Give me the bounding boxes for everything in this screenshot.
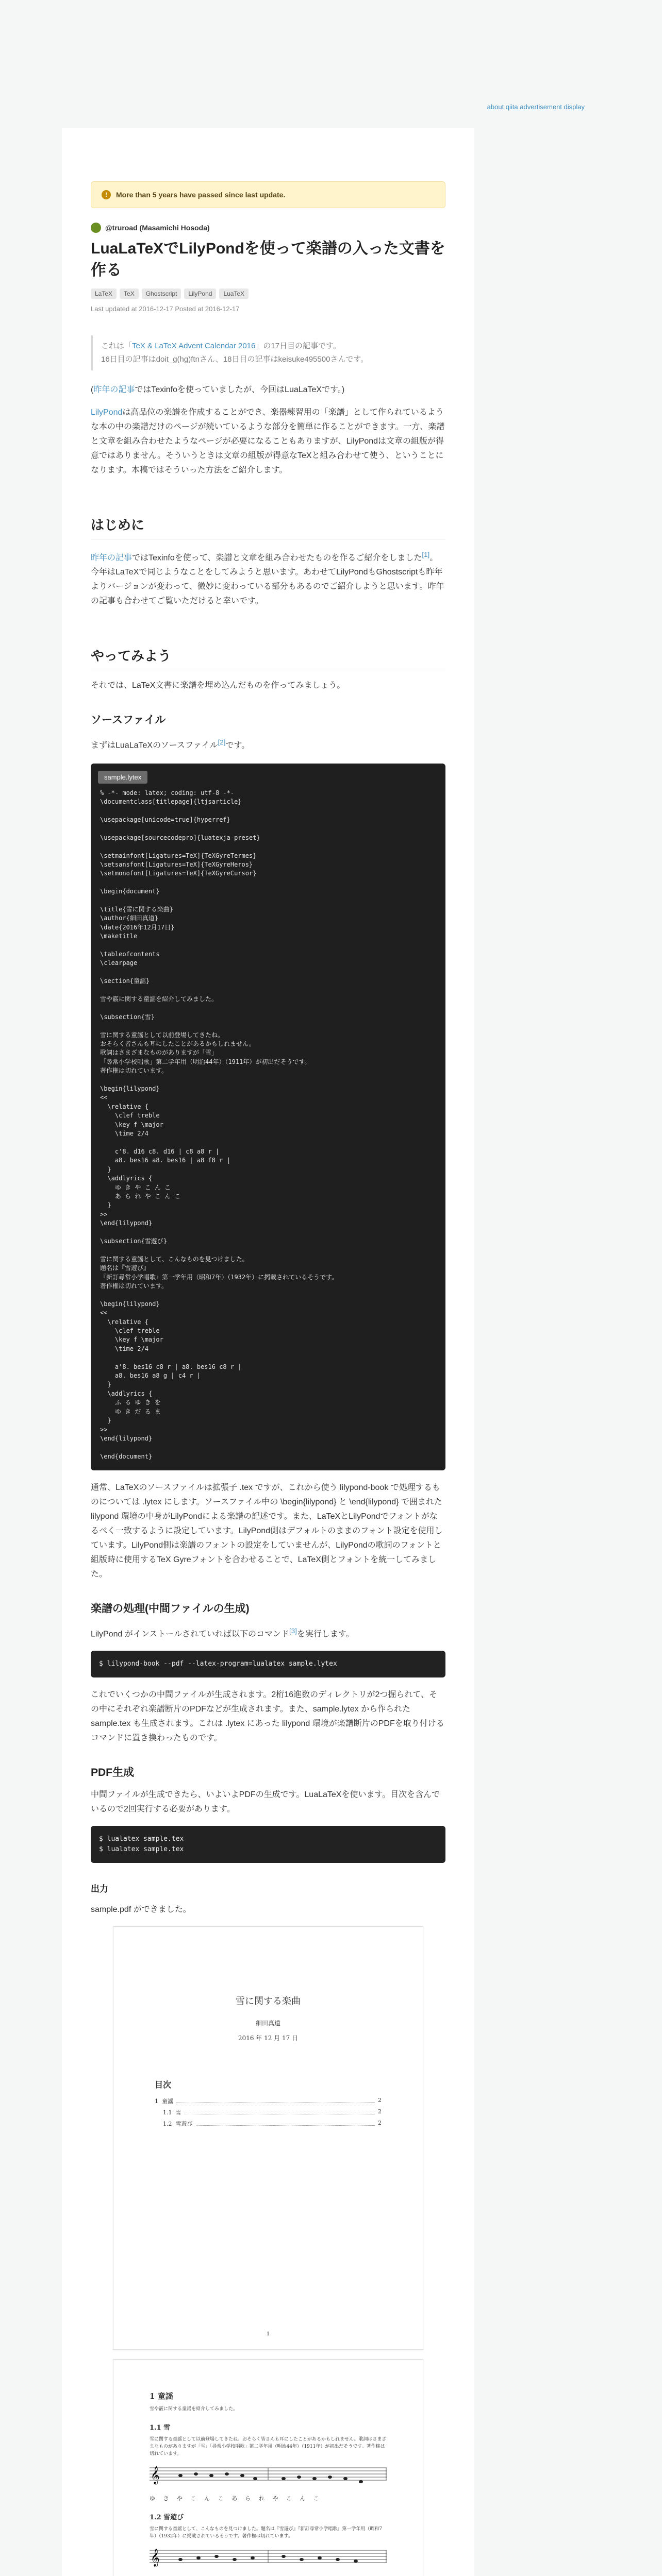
pdf-toc-row xyxy=(155,2107,382,2118)
src-text-pre: まずはLuaLaTeXのソースファイル xyxy=(91,741,218,750)
pdf-subsection-2: 1.2 雪遊び xyxy=(150,2514,184,2522)
pdf-page-2-image xyxy=(113,2359,423,2576)
heading-try: やってみよう xyxy=(91,646,445,670)
code-block-lilypond-book[interactable]: $ lilypond-book --pdf --latex-program=lualatex sample.lytex xyxy=(91,1651,445,1677)
pdf-date: 2016 年 12 月 17 日 xyxy=(238,2035,299,2042)
proc-para xyxy=(91,1624,445,1641)
avatar[interactable] xyxy=(91,223,101,233)
quote-line2: 16日目の記事はdoit_g(hg)ftnさん、18日目の記事はkeisuke495500さんです。 xyxy=(101,355,369,364)
intro-last-year-link[interactable]: 昨年の記事 xyxy=(91,553,133,563)
pdf-toc-row xyxy=(155,2095,382,2107)
tag-list xyxy=(91,289,445,299)
article-dates: Last updated at 2016-12-17 Posted at 2016-12-17 xyxy=(91,305,240,313)
heading-output: 出力 xyxy=(91,1884,108,1894)
proc-after-para: これでいくつかの中間ファイルが生成されます。2桁16進数のディレクトリが2つ掘られて、その中にそれぞれ楽譜断片のPDFなどが生成されます。また、sample.lytex から作られた sample.tex も生成されます。これは .lytex にあった lilypond 環境が楽譜断片のPDFを取り付けるコマンドに置き換わったものです。 xyxy=(91,1690,444,1743)
pdf-toc-heading: 目次 xyxy=(155,2080,172,2090)
pdf-subsection-1: 1.1 雪 xyxy=(150,2424,171,2432)
ad-info-link[interactable]: about qiita advertisement display xyxy=(487,103,585,111)
pdf-section-intro: 雪や霰に関する童謡を紹介してみました。 xyxy=(150,2406,238,2412)
para-2 xyxy=(91,405,445,478)
para-1-text: ではTexinfoを使っていましたが、今回はLuaLaTeXです。) xyxy=(135,385,345,394)
pdf-page-1-image xyxy=(113,1926,423,2350)
tag-tex[interactable]: TeX xyxy=(120,289,139,299)
toc-page: 2 xyxy=(378,2097,382,2104)
source-para xyxy=(91,735,445,753)
toc-label: 童謡 xyxy=(162,2098,173,2105)
para-1: (昨年の記事ではTexinfoを使っていましたが、今回はLuaLaTeXです。) xyxy=(91,385,345,394)
music-staff-1 xyxy=(150,2463,387,2494)
pdf-toc xyxy=(155,2078,382,2129)
proc-text-pre: LilyPond がインストールされていれば以下のコマンド xyxy=(91,1630,290,1639)
pdf-title: 雪に関する楽曲 xyxy=(236,1996,301,2007)
tag-luatex[interactable]: LuaTeX xyxy=(219,289,249,299)
after-code-para: 通常、LaTeXのソースファイルは拡張子 .tex ですが、これから使う lilypond-book で処理するものについては .lytex にします。ソースファイル中の \begin{lilypond} と \end{lilypond} で囲まれた lilypond 環境の中身がLilyPondによる楽譜の記述です。また、LaTeXとLilyPondでフォントがなるべく一致するように設定しています。LilyPond側はデフォルトのままのフォント設定を使用しています。LilyPond側は楽譜のフォントの設定をしていませんが、LilyPondの歌詞のフォントと組版時に使用するTeX Gyreフォントを合わせることで、LaTeX側とフォントを統一してみました。 xyxy=(91,1483,443,1579)
intro-para xyxy=(91,548,445,608)
pdf-subsection-1-text: 雪に関する童謡として以前登場してきたね。おそらく皆さんも耳にしたことがあるかもしれません。歌詞はさまざまなものがありますが「雪」「尋常小学校唱歌」第二学年用（明治44年）（1911年）が初出だそうです。著作権は切れています。 xyxy=(150,2437,387,2457)
article-card xyxy=(62,128,474,2576)
svg-text:𝄞: 𝄞 xyxy=(151,2549,160,2567)
toc-label: 雪 xyxy=(175,2109,181,2116)
para-2-text: は高品位の楽譜を作成することができ、楽器練習用の「楽譜」として作られているような本の中の楽譜だけのページが続いているような部分を簡単に作ることができます。一方、楽譜と文章を組み合わせたようなページが必要になることもありますが、LilyPondは文章の組版が得意ではありません。そういうときは文章の組版が得意なTeXと組み合わせて使う、ということになります。本稿ではそういった方法をご紹介します。 xyxy=(91,408,445,474)
heading-intro: はじめに xyxy=(91,515,445,539)
blockquote xyxy=(91,335,445,370)
svg-text:𝄞: 𝄞 xyxy=(151,2466,160,2485)
pdf-author: 細田真道 xyxy=(255,2020,280,2027)
code-block-lualatex[interactable]: $ lualatex sample.tex $ lualatex sample.tex xyxy=(91,1826,445,1863)
heading-processing: 楽譜の処理(中間ファイルの生成) xyxy=(91,1603,250,1615)
toc-page: 2 xyxy=(378,2108,382,2115)
try-para: それでは、LaTeX文書に楽譜を埋め込んだものを作ってみましょう。 xyxy=(91,681,345,690)
last-year-link[interactable]: 昨年の記事 xyxy=(93,385,135,394)
pdf-page2-content xyxy=(150,2391,387,2576)
heading-pdf: PDF生成 xyxy=(91,1767,134,1779)
tag-lilypond[interactable]: LilyPond xyxy=(184,289,216,299)
tag-latex[interactable]: LaTeX xyxy=(91,289,117,299)
toc-label: 雪遊び xyxy=(175,2121,193,2128)
notice-text: More than 5 years have passed since last update. xyxy=(116,191,286,199)
footnote-ref-3[interactable]: [3] xyxy=(289,1627,297,1635)
advent-calendar-link[interactable]: TeX & LaTeX Advent Calendar 2016 xyxy=(132,342,256,350)
outdated-notice xyxy=(91,181,445,208)
pdf-para: 中間ファイルが生成できたら、いよいよPDFの生成です。LuaLaTeXを使います。目次を含んでいるので2回実行する必要があります。 xyxy=(91,1790,440,1814)
quote-post: 」の17日目の記事です。 xyxy=(255,342,341,350)
toc-num: 1.1 xyxy=(163,2109,172,2116)
author-row[interactable] xyxy=(91,223,445,233)
pdf-section-heading: 1 童謡 xyxy=(150,2392,173,2401)
footnote-ref-2[interactable]: [2] xyxy=(218,738,226,747)
toc-page: 2 xyxy=(378,2120,382,2127)
toc-num: 1.2 xyxy=(163,2121,172,2128)
quote-pre: これは「 xyxy=(101,342,133,350)
src-text-post: です。 xyxy=(225,741,250,750)
pdf-lyrics-1: ゆ き や こ ん こ あ ら れ や こ ん こ xyxy=(150,2495,322,2502)
music-staff-2 xyxy=(150,2545,387,2576)
output-para: sample.pdf ができました。 xyxy=(91,1905,191,1914)
pdf-subsection-2-text: 雪に関する童謡として、こんなものを見つけました。題名は『雪遊び』『新訂尋常小学唱歌』第一学年用（昭和7年）（1932年）に掲載されているそうです。著作権は切れています。 xyxy=(150,2527,383,2539)
code-content[interactable]: % -*- mode: latex; coding: utf-8 -*- \documentclass[titlepage]{ltjsarticle} \usepackage[unicode=true]{hyperref} \usepackage[sourcecodepro]{luatexja-preset} \setmainfont[Ligatures=TeX]{TeXGyreTermes} \setsansfont[Ligatures=TeX]{TeXGyreHeros} \setmonofont[Ligatures=TeX]{TeXGyreCursor} \begin{document} \title{雪に関する楽曲} \author{細田真道} \date{2016年12月17日} \maketitle \tableofcontents \clearpage \section{童謡} 雪や霰に関する童謡を紹介してみました。 \subsection{雪} 雪に関する童謡として以前登場してきたね。 おそらく皆さんも耳にしたことがあるかもしれません。 歌詞はさまざまなものがありますが「雪」 「尋常小学校唱歌」第二学年用（明治44年）（1911年）が初出だそうです。 著作権は切れています。 \begin{lilypond} << \relative { \clef treble \key f \major \time 2/4 c'8. d16 c8. d16 | c8 a8 r | a8. bes16 a8. bes16 | a8 f8 r | } \addlyrics { ゆ き や こ ん こ あ ら れ や こ ん こ } >> \end{lilypond} \subsection{雪遊び} 雪に関する童謡として、こんなものを見つけました。 題名は『雪遊び』 『新訂尋常小学唱歌』第一学年用（昭和7年）（1932年）に掲載されているそうです。 著作権は切れています。 \begin{lilypond} << \relative { \clef treble \key f \major \time 2/4 a'8. bes16 c8 r | a8. bes16 c8 r | a8. bes16 a8 g | c4 r | } \addlyrics { ふ る ゆ き を ゆ き だ る ま } >> \end{lilypond} \end{document} xyxy=(100,789,338,1460)
proc-text-post: を実行します。 xyxy=(296,1630,354,1639)
lilypond-link[interactable]: LilyPond xyxy=(91,408,123,417)
pdf-page-number: 1 xyxy=(266,2331,270,2337)
code-filename-label: sample.lytex xyxy=(98,771,147,784)
author-name[interactable]: @truroad (Masamichi Hosoda) xyxy=(105,224,210,232)
intro-text-2: 。今年はLaTeXで同じようなことをしてみようと思います。あわせてLilyPondもGhostscriptも昨年よりバージョンが変わって、微妙に変わっている部分もあるのでご紹介しようと思います。昨年の記事も合わせてご覧いただけると幸いです。 xyxy=(91,553,444,606)
code-block-lytex[interactable] xyxy=(91,764,445,1470)
toc-num: 1 xyxy=(155,2098,158,2105)
pdf-toc-row xyxy=(155,2118,382,2129)
footnote-ref-1[interactable]: [1] xyxy=(422,551,430,558)
article-title: LuaLaTeXでLilyPondを使って楽譜の入った文書を作る xyxy=(91,240,445,279)
tag-ghostscript[interactable]: Ghostscript xyxy=(142,289,181,299)
info-icon: ! xyxy=(102,190,111,199)
heading-source: ソースファイル xyxy=(91,714,166,726)
intro-text-1: ではTexinfoを使って、楽譜と文章を組み合わせたものを作るご紹介をしました xyxy=(132,553,422,563)
